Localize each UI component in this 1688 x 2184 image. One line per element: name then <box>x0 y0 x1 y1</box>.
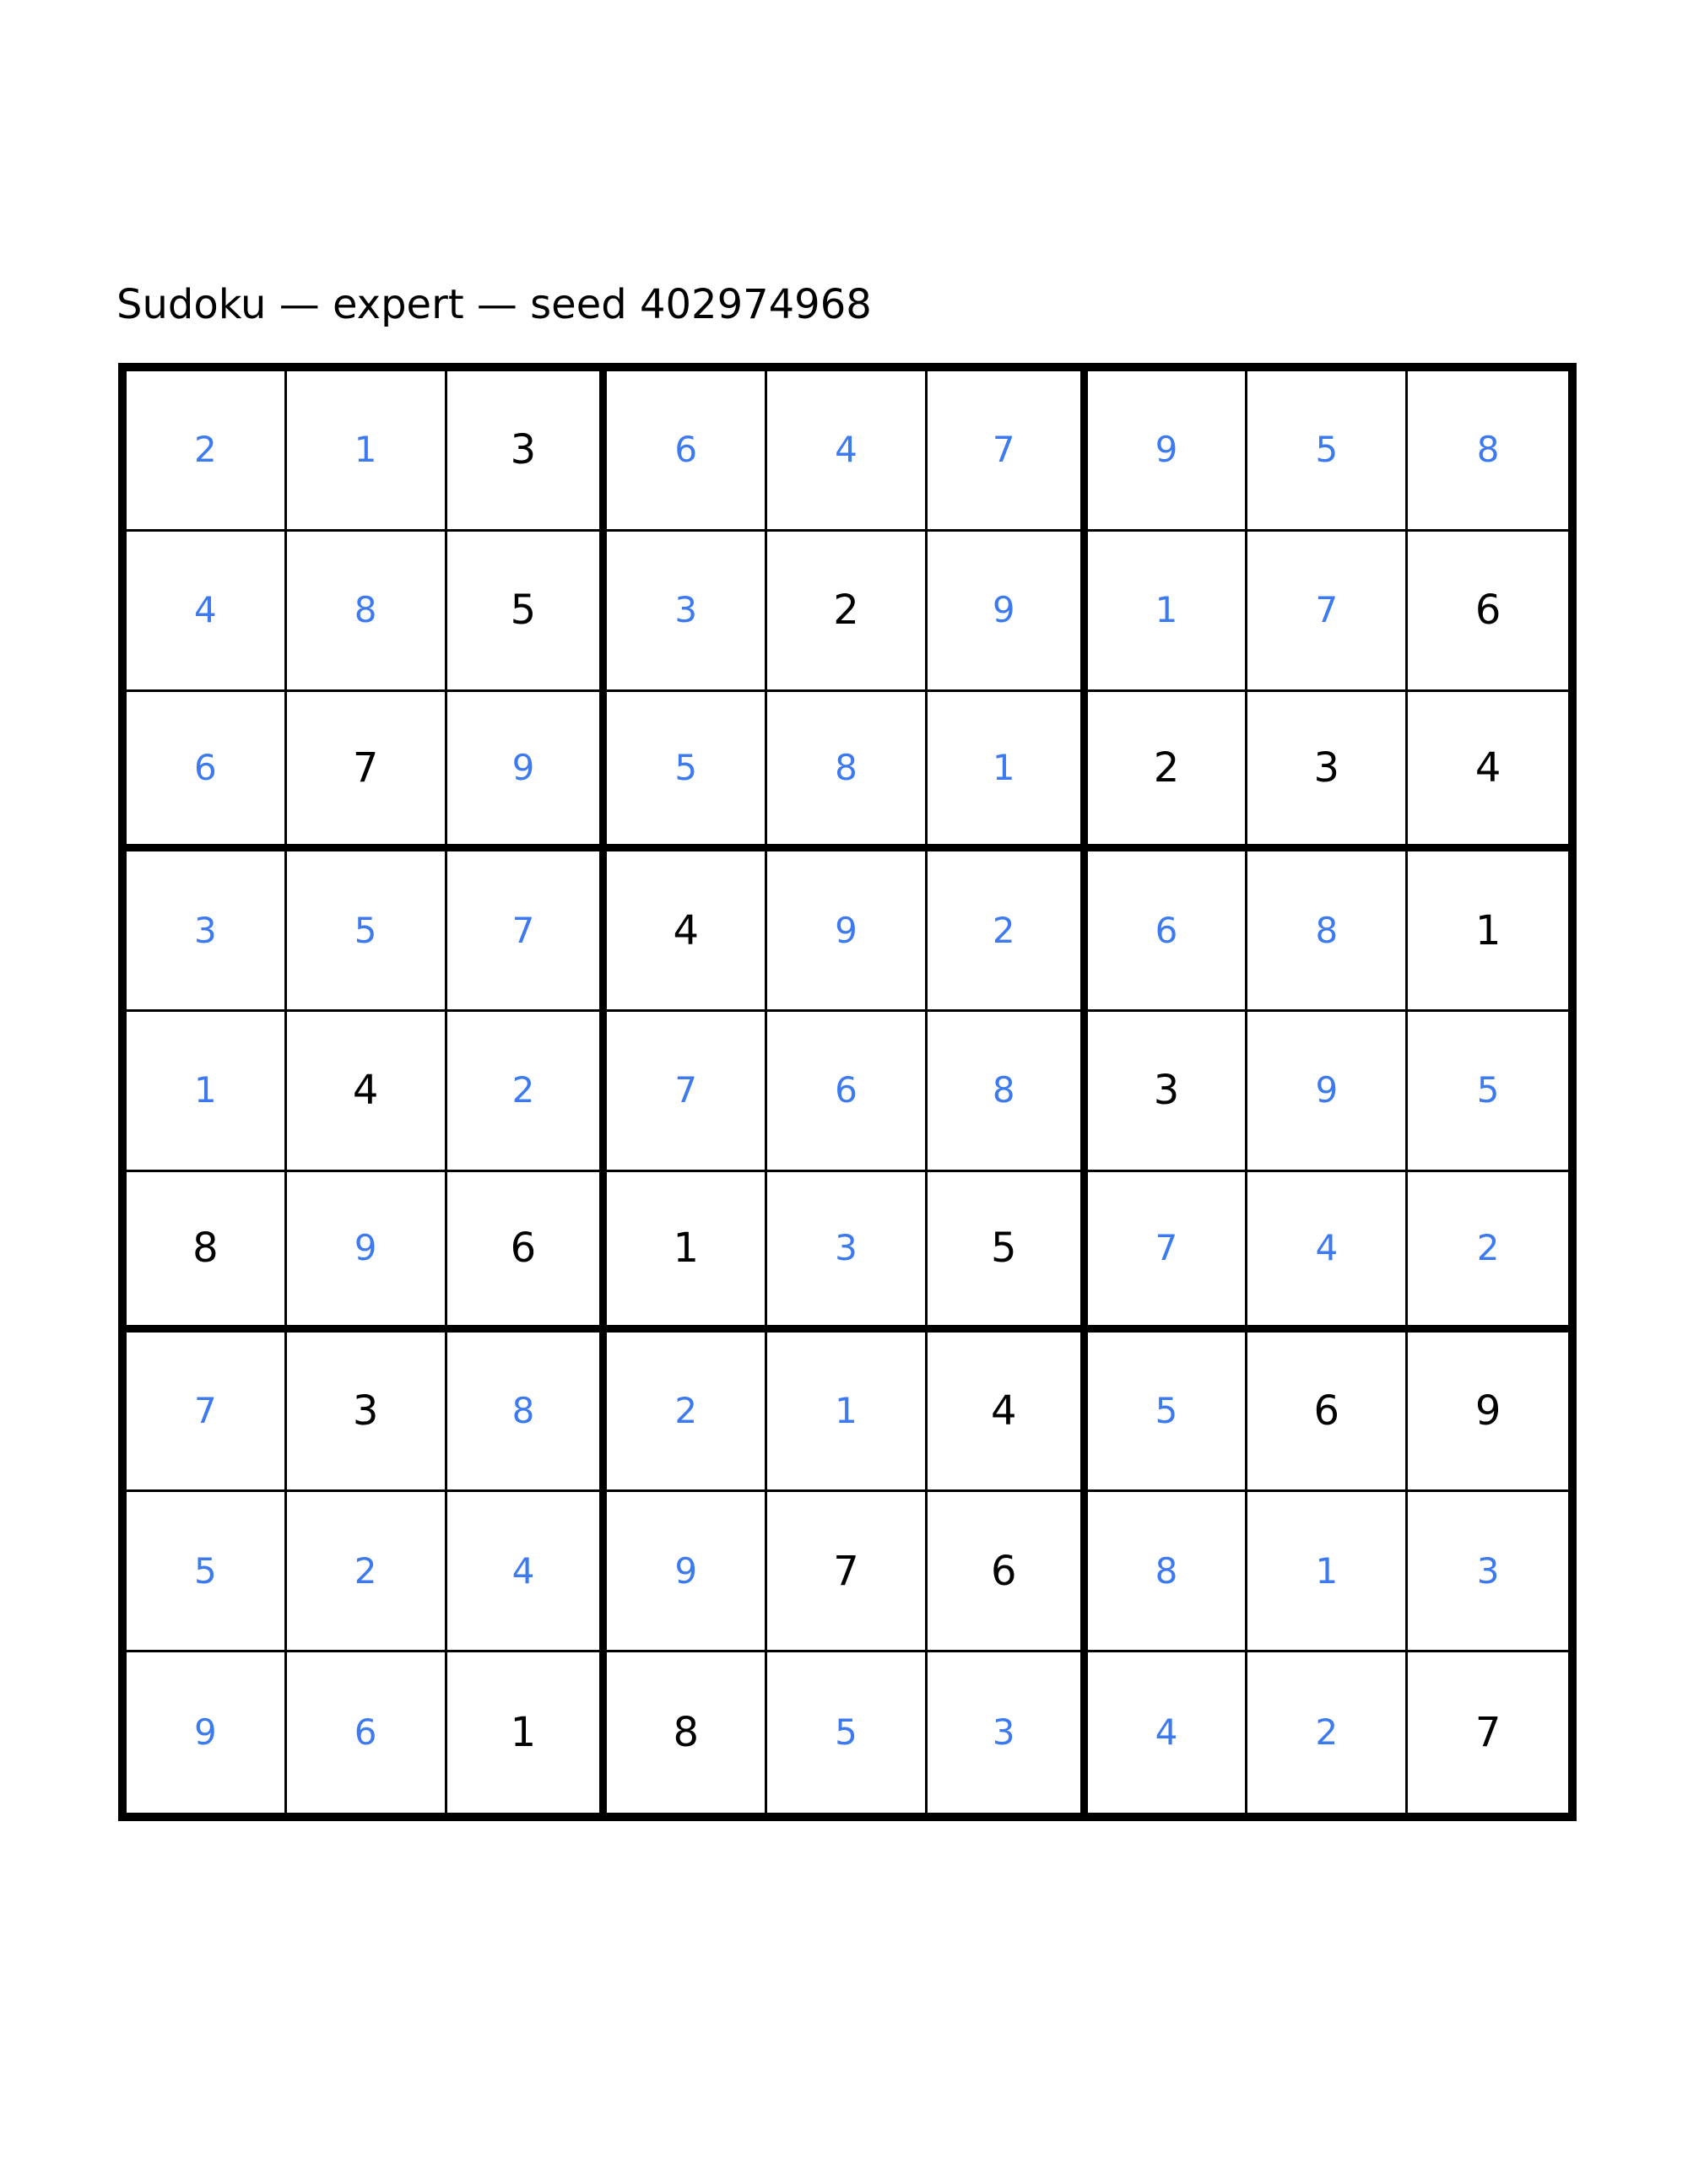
sudoku-cell-r4c4[interactable]: 4 <box>607 851 767 1012</box>
sudoku-cell-r3c1[interactable]: 6 <box>127 692 287 852</box>
sudoku-cell-r8c3[interactable]: 4 <box>447 1492 608 1652</box>
sudoku-cell-r8c6[interactable]: 6 <box>928 1492 1088 1652</box>
sudoku-cell-r2c8[interactable]: 7 <box>1247 532 1408 692</box>
sudoku-cell-r1c2[interactable]: 1 <box>287 371 447 532</box>
sudoku-cell-r9c7[interactable]: 4 <box>1088 1652 1248 1813</box>
sudoku-cell-r4c8[interactable]: 8 <box>1247 851 1408 1012</box>
sudoku-cell-r3c3[interactable]: 9 <box>447 692 608 852</box>
sudoku-cell-r4c1[interactable]: 3 <box>127 851 287 1012</box>
sudoku-cell-r8c2[interactable]: 2 <box>287 1492 447 1652</box>
sudoku-cell-r1c3[interactable]: 3 <box>447 371 608 532</box>
sudoku-cell-r6c8[interactable]: 4 <box>1247 1172 1408 1333</box>
sudoku-cell-r1c1[interactable]: 2 <box>127 371 287 532</box>
sudoku-cell-r9c6[interactable]: 3 <box>928 1652 1088 1813</box>
sudoku-cell-r2c7[interactable]: 1 <box>1088 532 1248 692</box>
sudoku-cell-r5c7[interactable]: 3 <box>1088 1012 1248 1172</box>
sudoku-cell-r3c7[interactable]: 2 <box>1088 692 1248 852</box>
sudoku-cell-r3c8[interactable]: 3 <box>1247 692 1408 852</box>
sudoku-cell-r8c8[interactable]: 1 <box>1247 1492 1408 1652</box>
sudoku-cell-r2c4[interactable]: 3 <box>607 532 767 692</box>
sudoku-cell-r3c9[interactable]: 4 <box>1408 692 1568 852</box>
sudoku-cell-r6c6[interactable]: 5 <box>928 1172 1088 1333</box>
sudoku-cell-r6c4[interactable]: 1 <box>607 1172 767 1333</box>
sudoku-cell-r5c5[interactable]: 6 <box>767 1012 928 1172</box>
sudoku-cell-r3c6[interactable]: 1 <box>928 692 1088 852</box>
sudoku-cell-r4c7[interactable]: 6 <box>1088 851 1248 1012</box>
sudoku-cell-r2c2[interactable]: 8 <box>287 532 447 692</box>
sudoku-cell-r5c3[interactable]: 2 <box>447 1012 608 1172</box>
sudoku-grid <box>118 363 1577 1821</box>
sudoku-cell-r4c2[interactable]: 5 <box>287 851 447 1012</box>
sudoku-cell-r6c5[interactable]: 3 <box>767 1172 928 1333</box>
sudoku-cell-r9c8[interactable]: 2 <box>1247 1652 1408 1813</box>
sudoku-cell-r2c9[interactable]: 6 <box>1408 532 1568 692</box>
sudoku-cell-r2c3[interactable]: 5 <box>447 532 608 692</box>
sudoku-cell-r5c1[interactable]: 1 <box>127 1012 287 1172</box>
sudoku-cell-r5c9[interactable]: 5 <box>1408 1012 1568 1172</box>
sudoku-cell-r5c8[interactable]: 9 <box>1247 1012 1408 1172</box>
sudoku-cell-r5c6[interactable]: 8 <box>928 1012 1088 1172</box>
sudoku-cell-r9c9[interactable]: 7 <box>1408 1652 1568 1813</box>
sudoku-cell-r9c2[interactable]: 6 <box>287 1652 447 1813</box>
sudoku-cell-r8c9[interactable]: 3 <box>1408 1492 1568 1652</box>
sudoku-cell-r1c4[interactable]: 6 <box>607 371 767 532</box>
sudoku-cell-r1c6[interactable]: 7 <box>928 371 1088 532</box>
sudoku-cell-r1c9[interactable]: 8 <box>1408 371 1568 532</box>
sudoku-cell-r3c5[interactable]: 8 <box>767 692 928 852</box>
sudoku-cell-r3c4[interactable]: 5 <box>607 692 767 852</box>
sudoku-cell-r7c9[interactable]: 9 <box>1408 1333 1568 1493</box>
sudoku-cell-r7c4[interactable]: 2 <box>607 1333 767 1493</box>
sudoku-cell-r5c2[interactable]: 4 <box>287 1012 447 1172</box>
sudoku-cell-r8c7[interactable]: 8 <box>1088 1492 1248 1652</box>
sudoku-cell-r1c8[interactable]: 5 <box>1247 371 1408 532</box>
sudoku-cell-r6c3[interactable]: 6 <box>447 1172 608 1333</box>
sudoku-cell-r9c1[interactable]: 9 <box>127 1652 287 1813</box>
sudoku-cell-r7c5[interactable]: 1 <box>767 1333 928 1493</box>
sudoku-cell-r4c6[interactable]: 2 <box>928 851 1088 1012</box>
sudoku-cell-r6c1[interactable]: 8 <box>127 1172 287 1333</box>
sudoku-cell-r4c9[interactable]: 1 <box>1408 851 1568 1012</box>
sudoku-cell-r7c2[interactable]: 3 <box>287 1333 447 1493</box>
sudoku-cell-r2c6[interactable]: 9 <box>928 532 1088 692</box>
sudoku-cell-r6c9[interactable]: 2 <box>1408 1172 1568 1333</box>
sudoku-cell-r6c2[interactable]: 9 <box>287 1172 447 1333</box>
sudoku-cell-r9c4[interactable]: 8 <box>607 1652 767 1813</box>
sudoku-cell-r5c4[interactable]: 7 <box>607 1012 767 1172</box>
sudoku-cell-r2c1[interactable]: 4 <box>127 532 287 692</box>
sudoku-cell-r9c5[interactable]: 5 <box>767 1652 928 1813</box>
sudoku-cell-r7c8[interactable]: 6 <box>1247 1333 1408 1493</box>
sudoku-cell-r7c6[interactable]: 4 <box>928 1333 1088 1493</box>
sudoku-cell-r9c3[interactable]: 1 <box>447 1652 608 1813</box>
sudoku-cell-r8c4[interactable]: 9 <box>607 1492 767 1652</box>
sudoku-cell-r3c2[interactable]: 7 <box>287 692 447 852</box>
sudoku-cell-r6c7[interactable]: 7 <box>1088 1172 1248 1333</box>
sudoku-cell-r8c5[interactable]: 7 <box>767 1492 928 1652</box>
sudoku-cell-r1c7[interactable]: 9 <box>1088 371 1248 532</box>
sudoku-cell-r4c5[interactable]: 9 <box>767 851 928 1012</box>
sudoku-cell-r7c1[interactable]: 7 <box>127 1333 287 1493</box>
sudoku-cell-r8c1[interactable]: 5 <box>127 1492 287 1652</box>
sudoku-cell-r7c3[interactable]: 8 <box>447 1333 608 1493</box>
sudoku-cell-r4c3[interactable]: 7 <box>447 851 608 1012</box>
sudoku-cell-r7c7[interactable]: 5 <box>1088 1333 1248 1493</box>
puzzle-title: Sudoku — expert — seed 402974968 <box>116 281 872 328</box>
sudoku-cell-r2c5[interactable]: 2 <box>767 532 928 692</box>
sudoku-cell-r1c5[interactable]: 4 <box>767 371 928 532</box>
